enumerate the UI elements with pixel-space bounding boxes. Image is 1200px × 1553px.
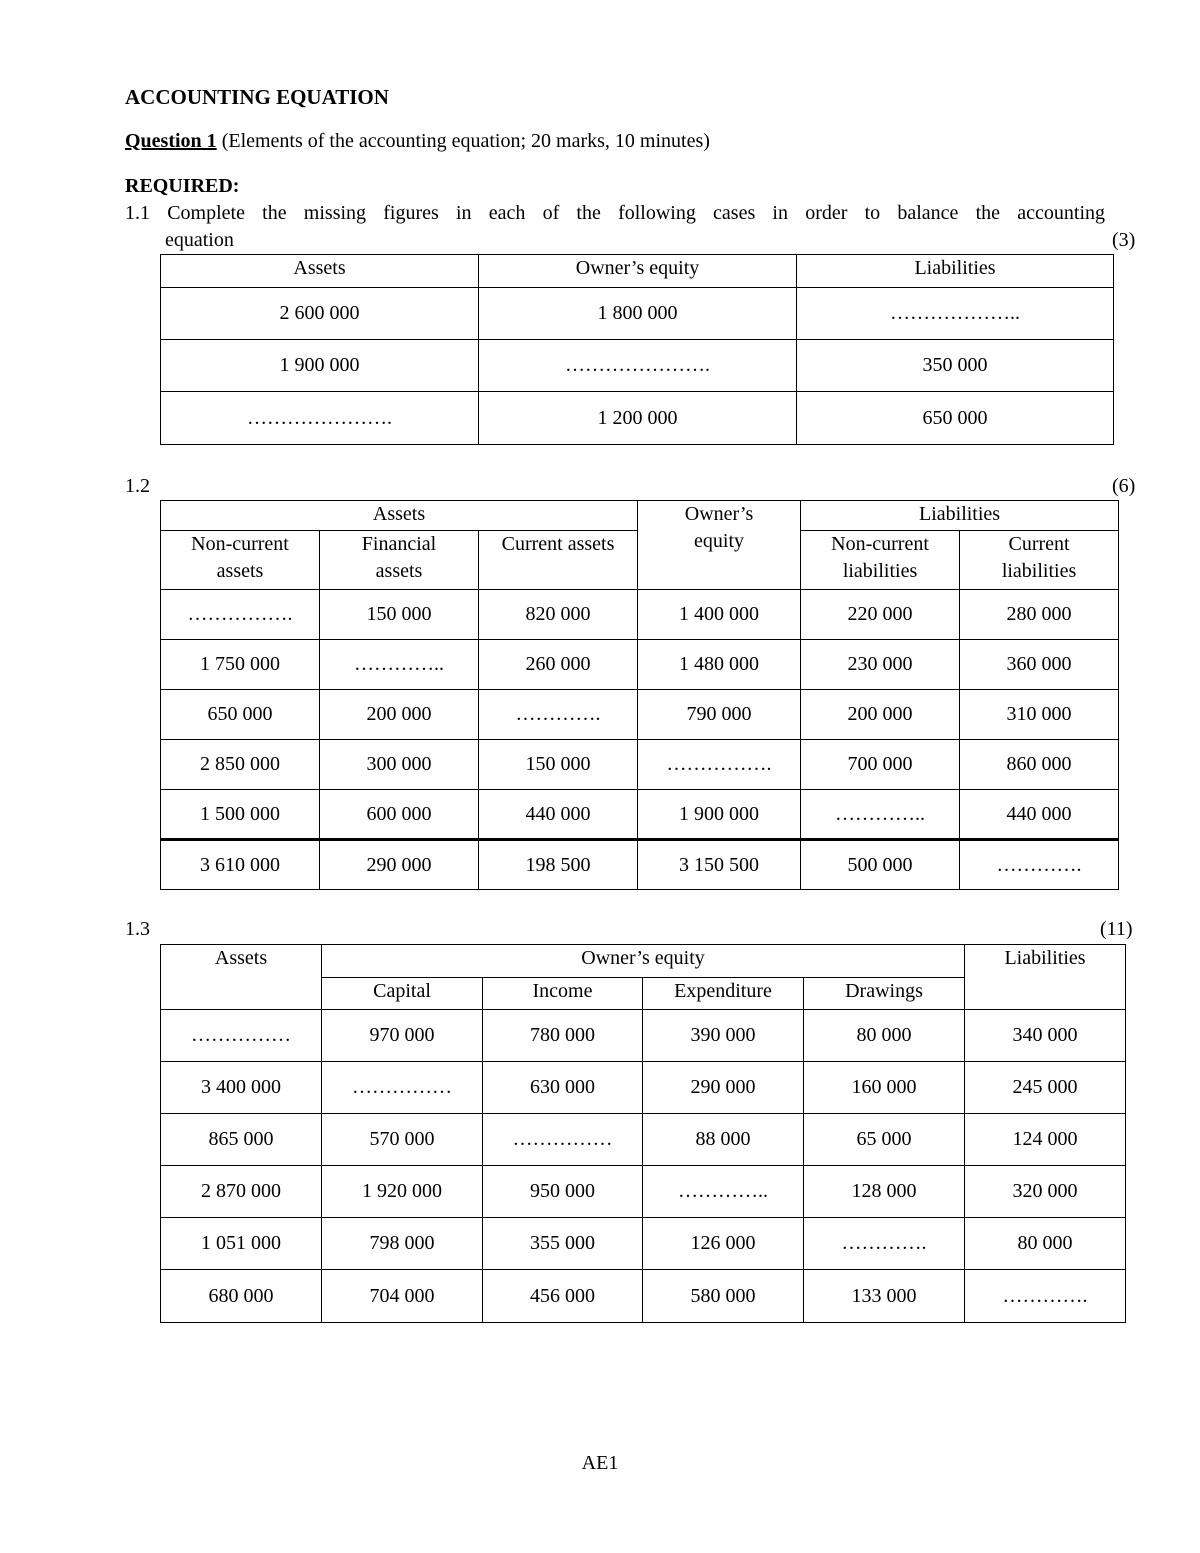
table-cell: 230 000 bbox=[801, 640, 960, 690]
q1-2-header-current-liabilities bbox=[960, 531, 1119, 590]
q1-1-header-row bbox=[161, 255, 1114, 288]
q1-3-header-owners-equity: Owner’s equity bbox=[322, 945, 965, 978]
table-cell: 704 000 bbox=[322, 1270, 483, 1323]
table-cell: 970 000 bbox=[322, 1010, 483, 1062]
q1-2-header-financial-assets bbox=[320, 531, 479, 590]
table-cell: 245 000 bbox=[965, 1062, 1126, 1114]
table-cell: 150 000 bbox=[479, 740, 638, 790]
header-line: assets bbox=[216, 560, 264, 582]
q1-3-header-capital: Capital bbox=[322, 978, 483, 1010]
q1-3-number: 1.3 bbox=[125, 918, 150, 940]
table-cell: 630 000 bbox=[483, 1062, 643, 1114]
blank-cell: …………… bbox=[483, 1114, 643, 1166]
q1-1-marks: (3) bbox=[1112, 229, 1136, 251]
blank-cell: …………… bbox=[322, 1062, 483, 1114]
table-cell: 2 600 000 bbox=[161, 288, 479, 340]
table-cell: 260 000 bbox=[479, 640, 638, 690]
table-cell: 200 000 bbox=[801, 690, 960, 740]
table-cell: 1 900 000 bbox=[638, 790, 801, 840]
table-cell: 790 000 bbox=[638, 690, 801, 740]
table-cell: 290 000 bbox=[643, 1062, 804, 1114]
table-cell: 310 000 bbox=[960, 690, 1119, 740]
question-heading bbox=[125, 130, 710, 153]
header-line: assets bbox=[375, 560, 423, 582]
q1-2-header-liabilities: Liabilities bbox=[801, 501, 1119, 531]
table-cell: 680 000 bbox=[161, 1270, 322, 1323]
table-row bbox=[161, 1010, 1126, 1062]
table-row bbox=[161, 1270, 1126, 1323]
q1-3-header-row bbox=[161, 945, 1126, 978]
table-cell: 650 000 bbox=[797, 392, 1114, 445]
blank-cell: ………….. bbox=[643, 1166, 804, 1218]
table-row bbox=[161, 590, 1119, 640]
table-cell: 1 051 000 bbox=[161, 1218, 322, 1270]
q1-3-header-drawings: Drawings bbox=[804, 978, 965, 1010]
question-label: Question 1 bbox=[125, 130, 217, 152]
blank-cell: …………. bbox=[960, 840, 1119, 890]
table-cell: 3 610 000 bbox=[161, 840, 320, 890]
page-title: ACCOUNTING EQUATION bbox=[125, 85, 389, 109]
q1-2-table bbox=[160, 500, 1119, 890]
table-cell: 360 000 bbox=[960, 640, 1119, 690]
blank-cell: …………………. bbox=[161, 392, 479, 445]
table-cell: 2 850 000 bbox=[161, 740, 320, 790]
table-cell: 80 000 bbox=[965, 1218, 1126, 1270]
header-line: Financial bbox=[361, 533, 437, 555]
table-row bbox=[161, 1218, 1126, 1270]
header-line: Current assets bbox=[501, 533, 615, 555]
table-cell: 860 000 bbox=[960, 740, 1119, 790]
table-cell: 126 000 bbox=[643, 1218, 804, 1270]
blank-cell: …………………. bbox=[479, 340, 797, 392]
table-cell: 1 480 000 bbox=[638, 640, 801, 690]
q1-1-header-assets: Assets bbox=[161, 255, 479, 288]
table-row bbox=[161, 690, 1119, 740]
table-cell: 1 500 000 bbox=[161, 790, 320, 840]
table-cell: 133 000 bbox=[804, 1270, 965, 1323]
required-label: REQUIRED: bbox=[125, 175, 240, 197]
table-cell: 340 000 bbox=[965, 1010, 1126, 1062]
blank-cell: …………. bbox=[965, 1270, 1126, 1323]
q1-1-header-owners-equity: Owner’s equity bbox=[479, 255, 797, 288]
table-cell: 150 000 bbox=[320, 590, 479, 640]
table-cell: 198 500 bbox=[479, 840, 638, 890]
table-cell: 600 000 bbox=[320, 790, 479, 840]
table-cell: 1 920 000 bbox=[322, 1166, 483, 1218]
table-row bbox=[161, 1114, 1126, 1166]
table-cell: 200 000 bbox=[320, 690, 479, 740]
table-cell: 290 000 bbox=[320, 840, 479, 890]
q1-2-header-assets: Assets bbox=[161, 501, 638, 531]
table-cell: 350 000 bbox=[797, 340, 1114, 392]
table-cell: 220 000 bbox=[801, 590, 960, 640]
table-cell: 280 000 bbox=[960, 590, 1119, 640]
table-cell: 1 750 000 bbox=[161, 640, 320, 690]
blank-cell: …………… bbox=[161, 1010, 322, 1062]
table-cell: 780 000 bbox=[483, 1010, 643, 1062]
table-cell: 440 000 bbox=[479, 790, 638, 840]
table-cell: 3 150 500 bbox=[638, 840, 801, 890]
table-cell: 580 000 bbox=[643, 1270, 804, 1323]
table-cell: 820 000 bbox=[479, 590, 638, 640]
table-cell: 128 000 bbox=[804, 1166, 965, 1218]
header-line: Owner’s bbox=[684, 503, 754, 525]
q1-2-group-header-row bbox=[161, 501, 1119, 531]
table-cell: 700 000 bbox=[801, 740, 960, 790]
q1-1-instruction-line2: equation bbox=[165, 229, 234, 251]
table-row bbox=[161, 740, 1119, 790]
table-row bbox=[161, 640, 1119, 690]
table-cell: 355 000 bbox=[483, 1218, 643, 1270]
header-line: liabilities bbox=[842, 560, 918, 582]
table-row bbox=[161, 288, 1114, 340]
q1-3-marks: (11) bbox=[1100, 918, 1133, 940]
header-line: Non-current bbox=[831, 533, 929, 555]
table-cell: 1 900 000 bbox=[161, 340, 479, 392]
header-line: Current bbox=[1008, 533, 1070, 555]
q1-1-table bbox=[160, 254, 1114, 445]
table-cell: 2 870 000 bbox=[161, 1166, 322, 1218]
q1-2-header-current-assets bbox=[479, 531, 638, 590]
blank-cell: ……………. bbox=[638, 740, 801, 790]
blank-cell: ………….. bbox=[320, 640, 479, 690]
q1-3-header-assets: Assets bbox=[161, 945, 322, 1010]
blank-cell: ………….. bbox=[801, 790, 960, 840]
q1-3-header-liabilities: Liabilities bbox=[965, 945, 1126, 1010]
blank-cell: ……………….. bbox=[797, 288, 1114, 340]
table-cell: 320 000 bbox=[965, 1166, 1126, 1218]
table-cell: 300 000 bbox=[320, 740, 479, 790]
table-cell: 1 400 000 bbox=[638, 590, 801, 640]
table-cell: 124 000 bbox=[965, 1114, 1126, 1166]
q1-1-header-liabilities: Liabilities bbox=[797, 255, 1114, 288]
table-cell: 80 000 bbox=[804, 1010, 965, 1062]
header-line: liabilities bbox=[1001, 560, 1077, 582]
q1-2-header-non-current-liabilities bbox=[801, 531, 960, 590]
q1-2-header-owners-equity bbox=[638, 501, 801, 590]
table-cell: 456 000 bbox=[483, 1270, 643, 1323]
table-cell: 160 000 bbox=[804, 1062, 965, 1114]
table-cell: 798 000 bbox=[322, 1218, 483, 1270]
table-row bbox=[161, 790, 1119, 840]
page-footer: AE1 bbox=[581, 1452, 619, 1474]
table-cell: 65 000 bbox=[804, 1114, 965, 1166]
q1-3-table bbox=[160, 944, 1126, 1323]
table-cell: 500 000 bbox=[801, 840, 960, 890]
table-cell: 1 800 000 bbox=[479, 288, 797, 340]
table-row bbox=[161, 1062, 1126, 1114]
blank-cell: ……………. bbox=[161, 590, 320, 640]
table-cell: 3 400 000 bbox=[161, 1062, 322, 1114]
table-cell: 1 200 000 bbox=[479, 392, 797, 445]
table-row bbox=[161, 1166, 1126, 1218]
table-cell: 88 000 bbox=[643, 1114, 804, 1166]
table-cell: 650 000 bbox=[161, 690, 320, 740]
table-cell: 570 000 bbox=[322, 1114, 483, 1166]
table-cell: 440 000 bbox=[960, 790, 1119, 840]
blank-cell: …………. bbox=[804, 1218, 965, 1270]
table-row bbox=[161, 340, 1114, 392]
q1-3-header-expenditure: Expenditure bbox=[643, 978, 804, 1010]
table-cell: 950 000 bbox=[483, 1166, 643, 1218]
q1-2-marks: (6) bbox=[1112, 475, 1136, 497]
table-row bbox=[161, 840, 1119, 890]
q1-2-header-non-current-assets bbox=[161, 531, 320, 590]
blank-cell: …………. bbox=[479, 690, 638, 740]
header-line: Non-current bbox=[191, 533, 289, 555]
question-detail: (Elements of the accounting equation; 20 marks, 10 minutes) bbox=[216, 130, 710, 152]
table-row bbox=[161, 392, 1114, 445]
q1-1-instruction-line1: 1.1 Complete the missing figures in each of the following cases in order to balance the accounting bbox=[125, 202, 1105, 224]
q1-3-header-income: Income bbox=[483, 978, 643, 1010]
q1-2-number: 1.2 bbox=[125, 475, 150, 497]
table-cell: 865 000 bbox=[161, 1114, 322, 1166]
header-line: equity bbox=[694, 530, 745, 552]
table-cell: 390 000 bbox=[643, 1010, 804, 1062]
